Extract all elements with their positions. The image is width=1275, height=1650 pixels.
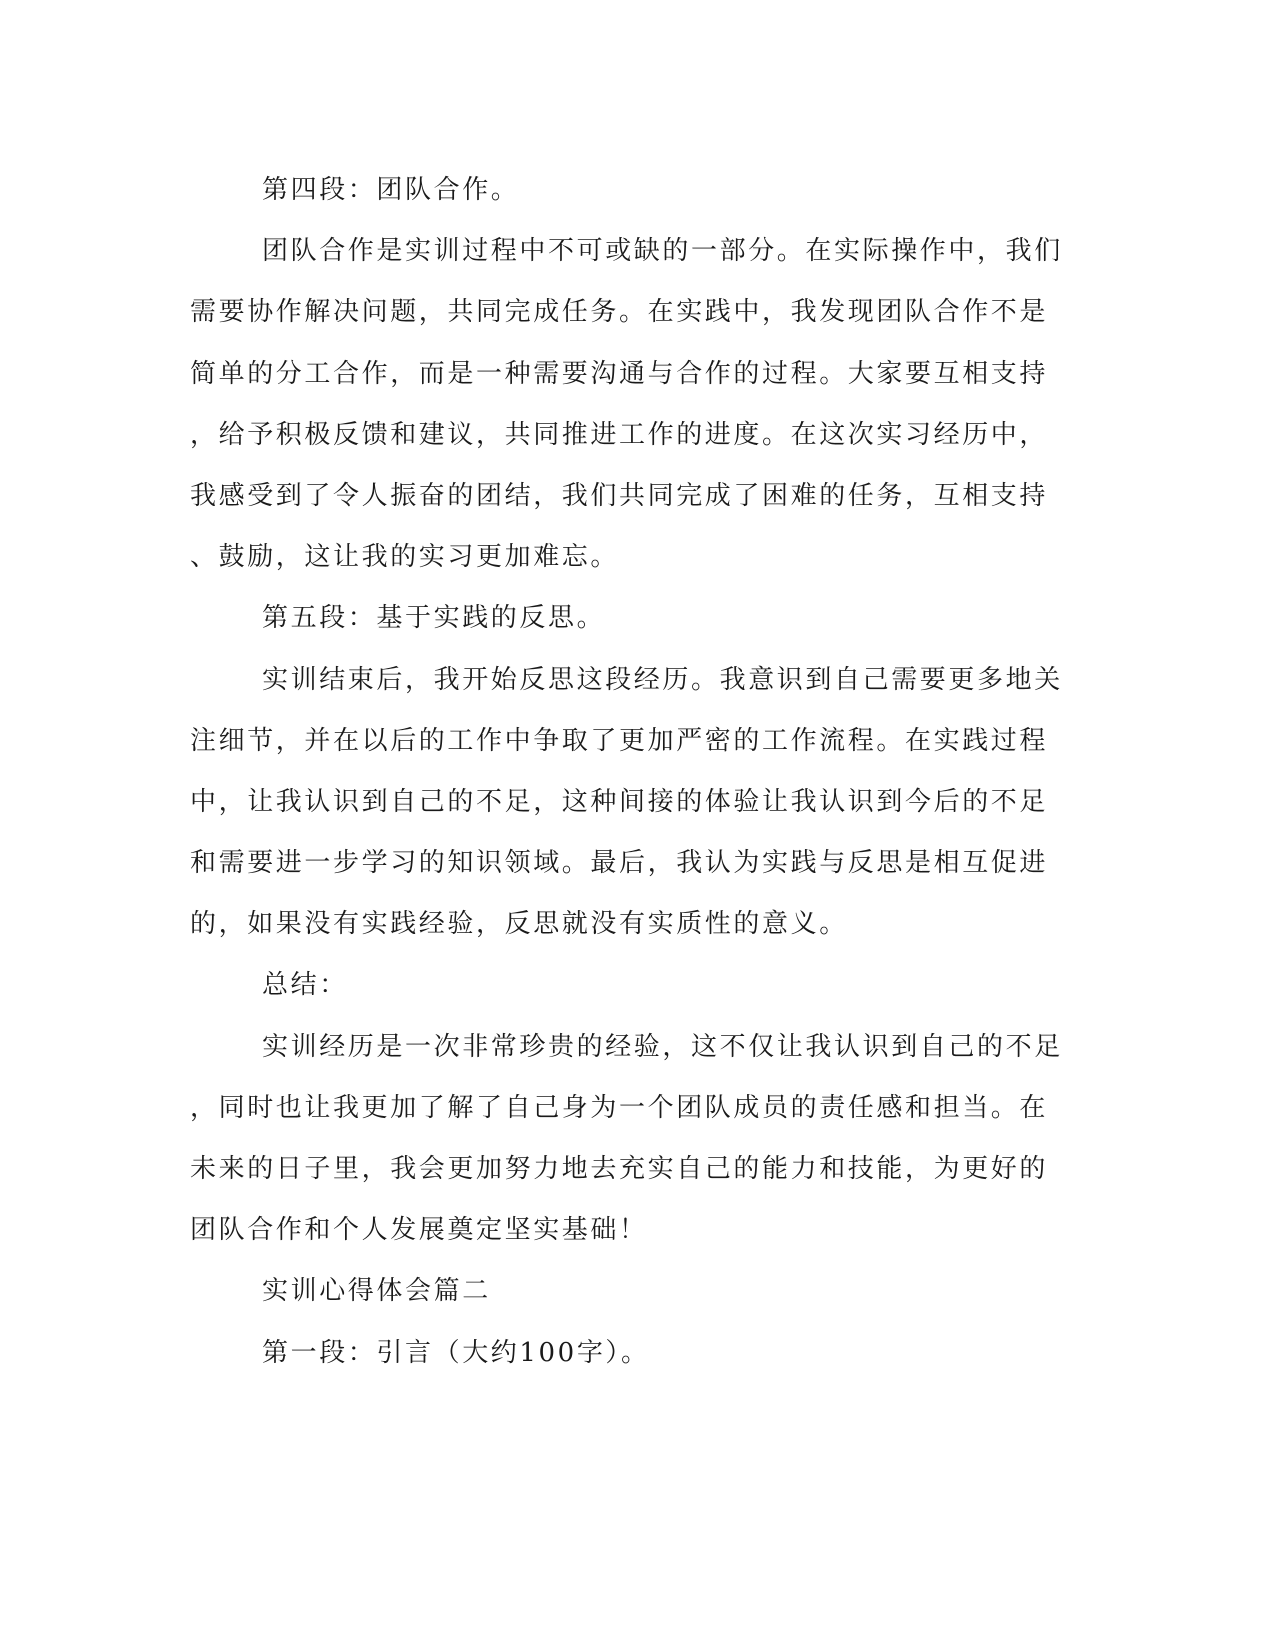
text-line: 团队合作和个人发展奠定坚实基础！ <box>190 1215 648 1246</box>
text-line: 团队合作是实训过程中不可或缺的一部分。在实际操作中，我们 <box>262 236 1063 267</box>
text-line: 第一段：引言（大约100字）。 <box>262 1337 650 1368</box>
text-line: ，同时也让我更加了解了自己身为一个团队成员的责任感和担当。在 <box>190 1092 1049 1123</box>
text-line: 未来的日子里，我会更加努力地去充实自己的能力和技能，为更好的 <box>190 1154 1049 1184</box>
text-line: ，给予积极反馈和建议，共同推进工作的进度。在这次实习经历中， <box>190 419 1049 450</box>
document-body <box>190 160 1090 1384</box>
text-line: 第四段：团队合作。 <box>262 175 520 205</box>
text-line: 需要协作解决问题，共同完成任务。在实践中，我发现团队合作不是 <box>190 297 1049 328</box>
text-line: 我感受到了令人振奋的团结，我们共同完成了困难的任务，互相支持 <box>190 480 1049 511</box>
text-line: 和需要进一步学习的知识领域。最后，我认为实践与反思是相互促进 <box>190 848 1049 879</box>
text-line: 第五段：基于实践的反思。 <box>262 603 606 634</box>
text-line: 、鼓励，这让我的实习更加难忘。 <box>190 542 620 573</box>
text-line: 注细节，并在以后的工作中争取了更加严密的工作流程。在实践过程 <box>190 725 1049 756</box>
text-line: 的，如果没有实践经验，反思就没有实质性的意义。 <box>190 909 848 940</box>
text-line: 实训经历是一次非常珍贵的经验，这不仅让我认识到自己的不足 <box>262 1031 1063 1062</box>
text-line: 简单的分工合作，而是一种需要沟通与合作的过程。大家要互相支持 <box>190 358 1049 389</box>
text-line: 中，让我认识到自己的不足，这种间接的体验让我认识到今后的不足 <box>190 786 1049 817</box>
text-line: 实训心得体会篇二 <box>262 1276 491 1307</box>
text-line: 实训结束后，我开始反思这段经历。我意识到自己需要更多地关 <box>262 664 1063 695</box>
text-line: 总结： <box>262 970 348 1001</box>
